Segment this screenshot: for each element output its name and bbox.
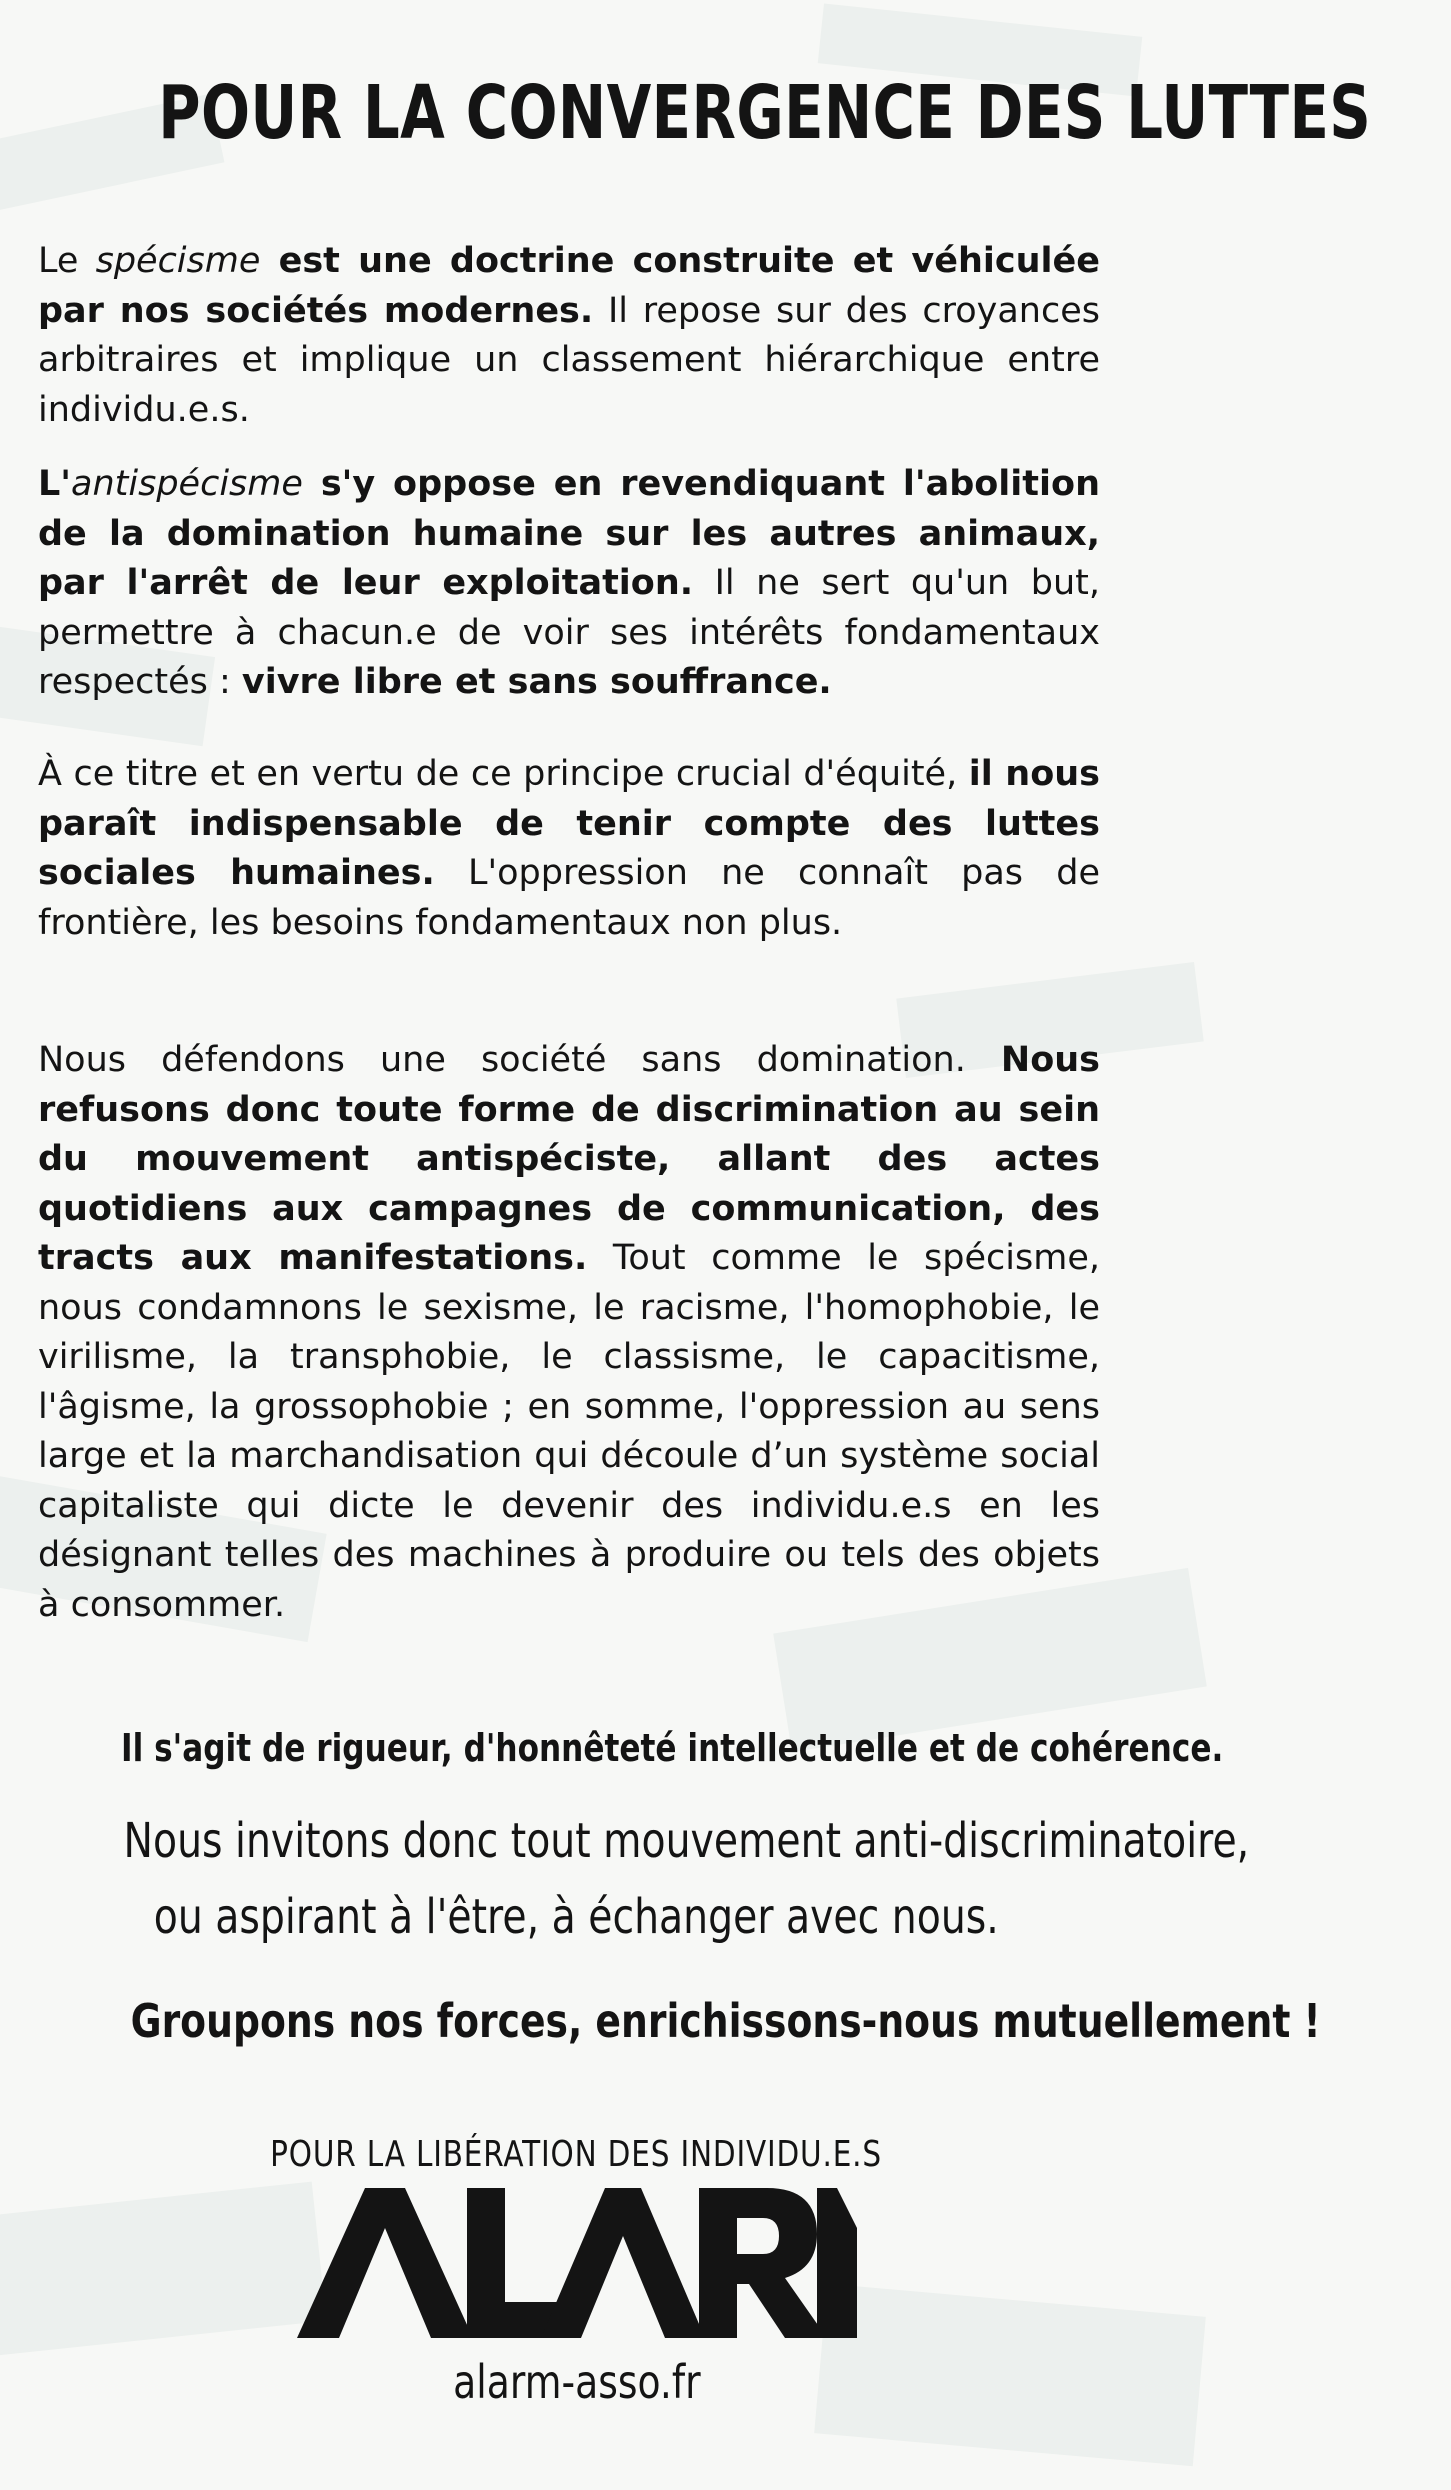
text-segment-bold: il nous paraît indispensable de tenir compte des luttes sociales humaines. [38, 754, 1100, 893]
text-segment-bold: est une doctrine construite et véhiculée par nos sociétés modernes. [38, 241, 1101, 331]
closing-slogan [0, 1986, 1321, 2056]
closing-line-1: Il s'agit de rigueur, d'honnêteté intellectuelle et de cohérence. [120, 1726, 1224, 1770]
paragraph-text [38, 1036, 1100, 1630]
text-segment-bold: vivre libre et sans souffrance. [241, 662, 832, 702]
closing-line-4: Groupons nos forces, enrichissons-nous mutuellement ! [130, 1994, 1321, 2048]
text-segment-italic: antispécisme [71, 464, 303, 504]
footer-website[interactable] [0, 2350, 1153, 2414]
text-segment: Tout comme le spécisme, nous condamnons le sexisme, le racisme, l'homophobie, le virilisme, la transphobie, le classisme, le capacitisme, l'âgisme, la grossophobie ; en somme, l'oppression au sens large et la marchandisation qui découle d’un système social capitaliste qui dicte le devenir des individu.e.s en les désignant telles des machines à produire ou tels des objets à consommer. [38, 1238, 1100, 1625]
paragraph-equite [38, 750, 1100, 948]
closing-line-3: ou aspirant à l'être, à échanger avec nous. [153, 1889, 1000, 1945]
tagline-text: POUR LA LIBÉRATION DES INDIVIDU.E.S [270, 2134, 883, 2175]
text-segment-bold: L' [38, 464, 72, 504]
closing-invitation-1 [0, 1806, 1250, 1876]
text-segment-bold: Nous refusons donc toute forme de discrimination au sein du mouvement antispéciste, allant des actes quotidiens aux campagnes de communication, des tracts aux manifestations. [38, 1040, 1100, 1278]
text-segment: Il ne sert qu'un but, permettre à chacun.e de voir ses intérêts fondamentaux respectés : [38, 563, 1100, 702]
text-segment: Le [38, 241, 96, 281]
text-segment: L'oppression ne connaît pas de frontière, les besoins fondamentaux non plus. [38, 853, 1100, 943]
page-title: POUR LA CONVERGENCE DES LUTTES [158, 70, 1372, 156]
text-segment: Il repose sur des croyances arbitraires et implique un classement hiérarchique entre individu.e.s. [38, 290, 1100, 430]
paragraph-specisme [38, 237, 1100, 435]
closing-rigueur [0, 1718, 1224, 1778]
paragraph-text [38, 460, 1100, 708]
alarm-logo [0, 2188, 1153, 2338]
text-segment-italic: spécisme [95, 241, 261, 281]
alarm-logo-icon [297, 2188, 857, 2338]
text-segment: À ce titre et en vertu de ce principe crucial d'équité, [38, 754, 969, 794]
text-segment-bold: s'y oppose en revendiquant l'abolition de la domination humaine sur les autres animaux, par l'arrêt de leur exploitation. [38, 464, 1100, 603]
paragraph-text [38, 237, 1100, 435]
website-link[interactable]: alarm-asso.fr [452, 2355, 701, 2409]
closing-line-2: Nous invitons donc tout mouvement anti-discriminatoire, [123, 1813, 1250, 1869]
paragraph-domination [38, 1036, 1100, 1630]
text-segment: Nous défendons une société sans domination. [38, 1040, 1001, 1080]
paragraph-text [38, 750, 1100, 948]
footer-tagline [0, 2130, 1153, 2180]
paragraph-antispecisme [38, 460, 1100, 708]
closing-invitation-2 [0, 1882, 1153, 1952]
